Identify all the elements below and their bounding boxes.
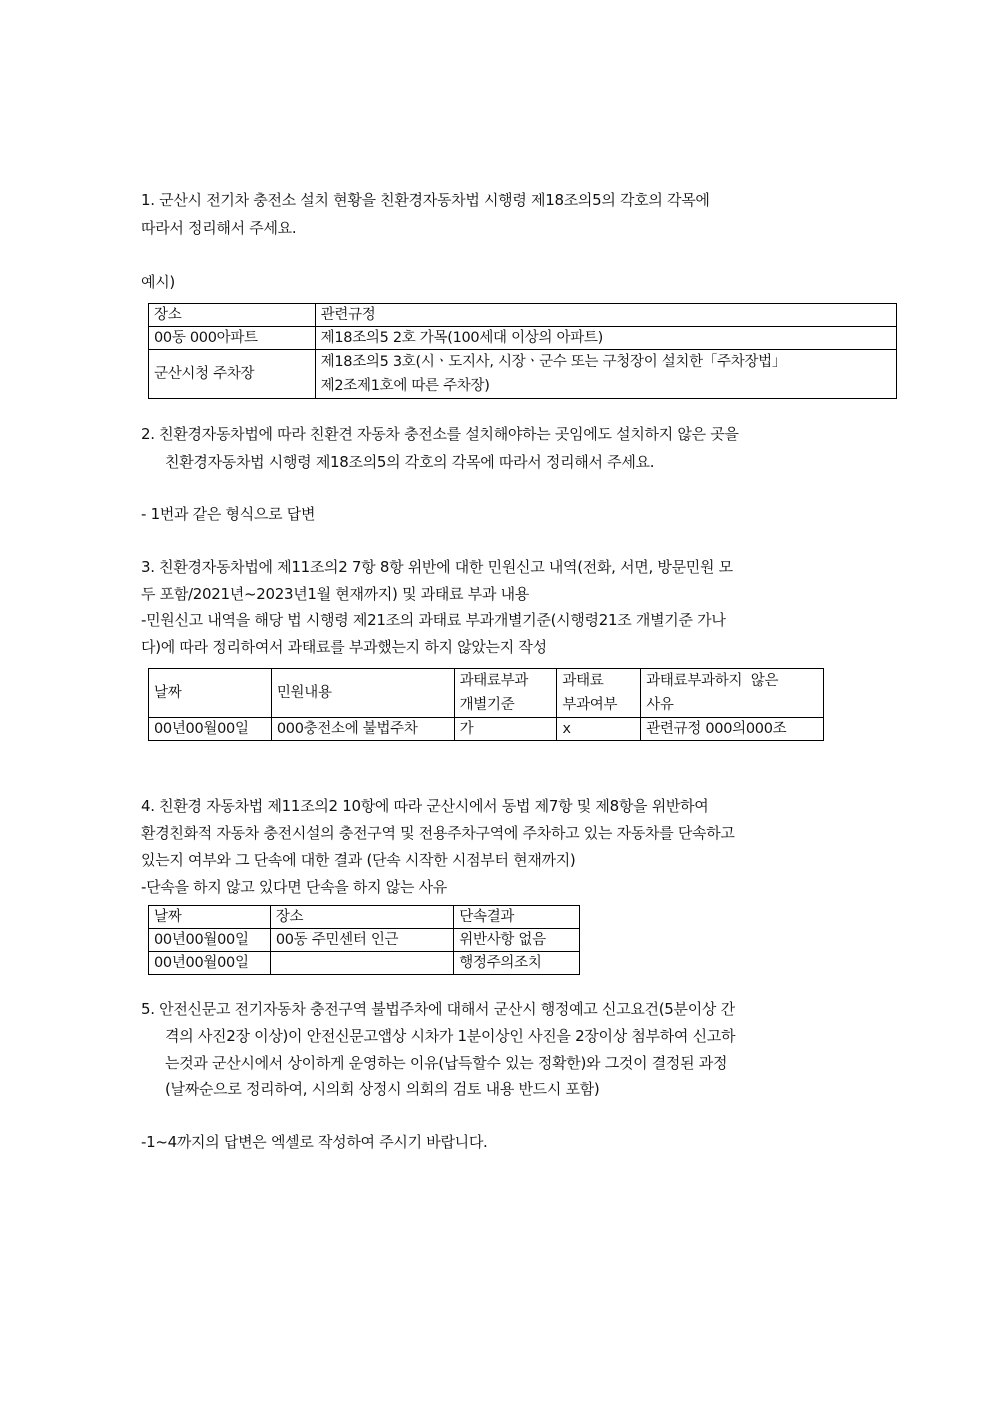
table-cell: 가	[454, 718, 557, 741]
table-header-row	[149, 304, 897, 327]
section2-note: - 1번과 같은 형식으로 답변	[141, 505, 316, 523]
complaint-table	[148, 668, 824, 741]
section1-line1: 1. 군산시 전기차 충전소 설치 현황을 친환경자동차법 시행령 제18조의5의 각호의 각목에	[141, 191, 710, 209]
table-header-cell: 장소	[149, 304, 316, 327]
table-cell: 00년00월00일	[149, 952, 271, 975]
section3-line4: 다)에 따라 정리하여서 과태료를 부과했는지 하지 않았는지 작성	[141, 638, 547, 656]
table-cell: 00년00월00일	[149, 718, 272, 741]
example-label: 예시)	[141, 273, 175, 291]
table-cell: 00동 000아파트	[149, 327, 316, 350]
section5-line3: 는것과 군산시에서 상이하게 운영하는 이유(납득할수 있는 정확한)와 그것이 결정된 과정	[165, 1054, 728, 1072]
cell-text: 과태료부과	[459, 673, 529, 689]
cell-text: 사유	[646, 697, 674, 713]
table-header-cell: 날짜	[149, 669, 272, 718]
section3-line1: 3. 친환경자동차법에 제11조의2 7항 8항 위반에 대한 민원신고 내역(전화, 서면, 방문민원 모	[141, 558, 733, 576]
cell-text: 개별기준	[459, 697, 515, 713]
table-cell: 관련규정 000의000조	[641, 718, 824, 741]
table-header-cell: 장소	[270, 906, 453, 929]
table-header-row	[149, 669, 824, 718]
cell-text: 과태료부과하지 않은	[646, 673, 779, 689]
table-header-cell	[454, 669, 557, 718]
table-cell: 행정주의조치	[454, 952, 580, 975]
table-header-cell: 날짜	[149, 906, 271, 929]
cell-text: 제18조의5 3호(시ㆍ도지사, 시장ㆍ군수 또는 구청장이 설치한「주차장법」	[320, 354, 787, 370]
section4-line1: 4. 친환경 자동차법 제11조의2 10항에 따라 군산시에서 동법 제7항 및 제8항을 위반하여	[141, 797, 709, 815]
table-cell: 000충전소에 불법주차	[271, 718, 454, 741]
table-cell: 00년00월00일	[149, 929, 271, 952]
enforcement-table	[148, 905, 580, 975]
cell-text: 과태료	[562, 673, 604, 689]
section4-line3: 있는지 여부와 그 단속에 대한 결과 (단속 시작한 시점부터 현재까지)	[141, 851, 576, 869]
table-row	[149, 327, 897, 350]
section5-line2: 격의 사진2장 이상)이 안전신문고앱상 시차가 1분이상인 사진을 2장이상 첨부하여 신고하	[165, 1027, 736, 1045]
table-header-cell: 단속결과	[454, 906, 580, 929]
example-table	[148, 303, 897, 399]
table-header-row	[149, 906, 580, 929]
section1-line2: 따라서 정리해서 주세요.	[141, 219, 297, 237]
table-cell: x	[557, 718, 641, 741]
table-row	[149, 929, 580, 952]
table-cell: 00동 주민센터 인근	[270, 929, 453, 952]
table-row	[149, 952, 580, 975]
closing-note: -1~4까지의 답변은 엑셀로 작성하여 주시기 바랍니다.	[141, 1133, 488, 1151]
table-header-cell: 관련규정	[315, 304, 896, 327]
table-row	[149, 718, 824, 741]
section4-line4: -단속을 하지 않고 있다면 단속을 하지 않는 사유	[141, 878, 448, 896]
table-cell	[315, 350, 896, 399]
table-cell	[270, 952, 453, 975]
section3-line3: -민원신고 내역을 해당 법 시행령 제21조의 과태료 부과개별기준(시행령21조 개별기준 가나	[141, 611, 726, 629]
table-cell: 위반사항 없음	[454, 929, 580, 952]
table-row	[149, 350, 897, 399]
table-cell: 제18조의5 2호 가목(100세대 이상의 아파트)	[315, 327, 896, 350]
table-header-cell	[557, 669, 641, 718]
table-cell: 군산시청 주차장	[149, 350, 316, 399]
section5-line4: (날짜순으로 정리하여, 시의회 상정시 의회의 검토 내용 반드시 포함)	[165, 1080, 600, 1098]
section4-line2: 환경친화적 자동차 충전시설의 충전구역 및 전용주차구역에 주차하고 있는 자동차를 단속하고	[141, 824, 735, 842]
table-header-cell	[641, 669, 824, 718]
section2-line1: 2. 친환경자동차법에 따라 친환견 자동차 충전소를 설치해야하는 곳임에도 설치하지 않은 곳을	[141, 425, 739, 443]
section2-line2: 친환경자동차법 시행령 제18조의5의 각호의 각목에 따라서 정리해서 주세요.	[165, 453, 655, 471]
cell-text: 부과여부	[562, 697, 618, 713]
cell-text: 제2조제1호에 따른 주차장)	[320, 378, 490, 394]
table-header-cell: 민원내용	[271, 669, 454, 718]
section5-line1: 5. 안전신문고 전기자동차 충전구역 불법주차에 대해서 군산시 행정예고 신고요건(5분이상 간	[141, 1000, 735, 1018]
section3-line2: 두 포함/2021년~2023년1월 현재까지) 및 과태료 부과 내용	[141, 585, 529, 603]
